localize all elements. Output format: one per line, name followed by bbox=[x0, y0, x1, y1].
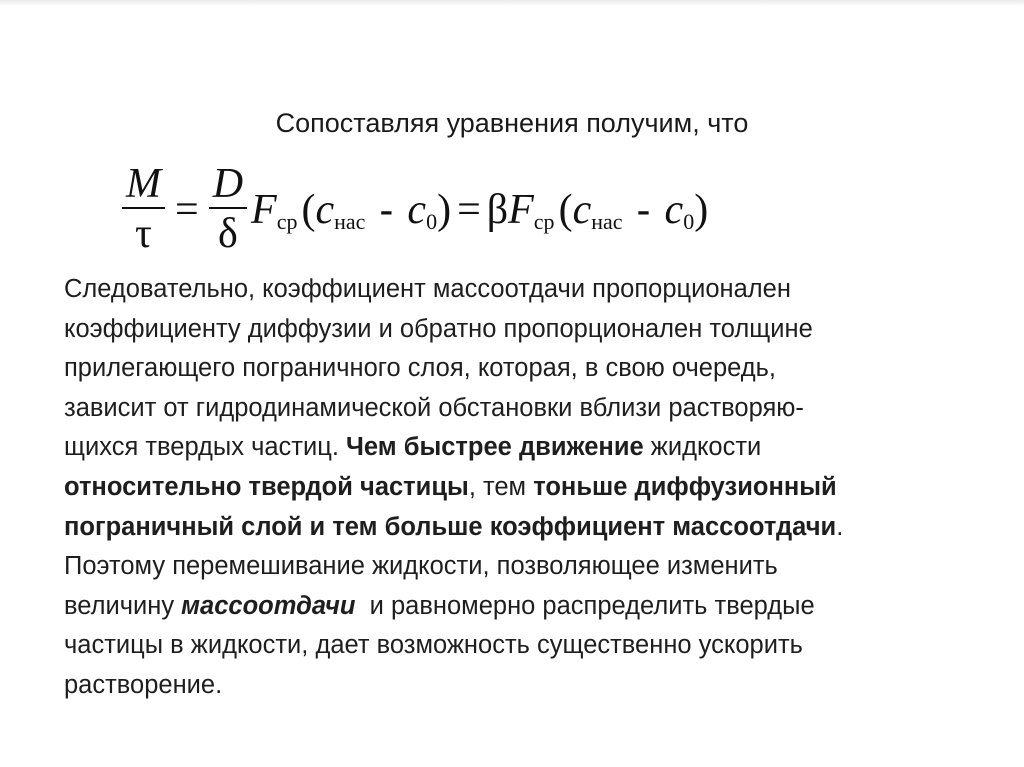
text-segment: растворение. bbox=[64, 670, 223, 699]
emphasis-text: Чем быстрее движение bbox=[346, 433, 644, 462]
close-paren: ) bbox=[694, 187, 709, 233]
minus-sign: - bbox=[379, 186, 394, 233]
symbol-f: F bbox=[508, 187, 534, 233]
slide-top-border bbox=[0, 0, 1024, 6]
close-paren: ) bbox=[437, 187, 452, 233]
fraction-numerator-m: M bbox=[126, 161, 161, 207]
symbol-c: c bbox=[572, 187, 592, 233]
text-segment: щихся твердых частиц. bbox=[64, 433, 347, 462]
mass-transfer-formula bbox=[118, 155, 708, 265]
equals-sign: = bbox=[457, 187, 481, 233]
emphasis-text: относительно твердой частицы bbox=[64, 472, 469, 501]
open-paren: ( bbox=[301, 187, 316, 233]
subscript-nas: нас bbox=[591, 209, 623, 234]
emphasis-text: тоньше диффузионный bbox=[533, 472, 837, 501]
text-segment: Следовательно, коэффициент массоотдачи пропорционален bbox=[64, 275, 791, 303]
minus-sign: - bbox=[636, 186, 651, 233]
fraction-denominator-delta: δ bbox=[217, 211, 238, 257]
paragraph-line bbox=[64, 428, 984, 468]
body-paragraph bbox=[64, 270, 984, 706]
text-segment: Поэтому перемешивание жидкости, позволяющее изменить bbox=[64, 552, 778, 581]
text-segment: зависит от гидродинамической обстановки вблизи растворяю- bbox=[64, 393, 804, 422]
text-segment: . bbox=[836, 512, 844, 541]
paragraph-line bbox=[64, 468, 984, 508]
paragraph-line bbox=[64, 508, 984, 548]
emphasis-text: пограничный слой и тем больше коэффициент массоотдачи bbox=[64, 512, 837, 541]
open-paren: ( bbox=[558, 187, 573, 233]
fraction-d-over-delta bbox=[209, 161, 247, 259]
paragraph-line bbox=[64, 547, 984, 587]
symbol-c: c bbox=[407, 187, 427, 233]
subscript-nas: нас bbox=[334, 209, 366, 234]
emphasis-text: массоотдачи bbox=[181, 591, 356, 620]
subscript-zero: 0 bbox=[426, 209, 438, 234]
paragraph-line bbox=[64, 389, 984, 429]
paragraph-line bbox=[64, 666, 984, 706]
subscript-sr: ср bbox=[276, 209, 298, 234]
text-segment: величину bbox=[64, 591, 182, 620]
paragraph-line bbox=[64, 626, 984, 666]
fraction-numerator-d: D bbox=[212, 161, 244, 207]
paragraph-line bbox=[64, 587, 984, 627]
text-segment: коэффициенту диффузии и обратно пропорционален толщине bbox=[64, 314, 813, 343]
fraction-denominator-tau: τ bbox=[135, 211, 152, 257]
symbol-beta: β bbox=[486, 187, 509, 233]
text-segment: жидкости bbox=[643, 433, 762, 462]
symbol-c: c bbox=[315, 187, 335, 233]
symbol-c: c bbox=[664, 187, 684, 233]
slide-heading: Сопоставляя уравнения получим, что bbox=[275, 108, 749, 138]
text-segment: и равномерно распределить твердые bbox=[355, 591, 815, 620]
text-segment: , тем bbox=[468, 472, 534, 501]
fraction-m-over-tau bbox=[122, 161, 165, 259]
paragraph-line bbox=[64, 349, 984, 389]
paragraph-line bbox=[64, 310, 984, 350]
subscript-zero: 0 bbox=[683, 209, 695, 234]
text-segment: частицы в жидкости, дает возможность существенно ускорить bbox=[64, 631, 803, 660]
subscript-sr: ср bbox=[533, 209, 555, 234]
text-segment: прилегающего пограничного слоя, которая, в свою очередь, bbox=[64, 354, 776, 383]
symbol-f: F bbox=[251, 187, 277, 233]
paragraph-line bbox=[64, 270, 984, 310]
equals-sign: = bbox=[175, 187, 199, 233]
